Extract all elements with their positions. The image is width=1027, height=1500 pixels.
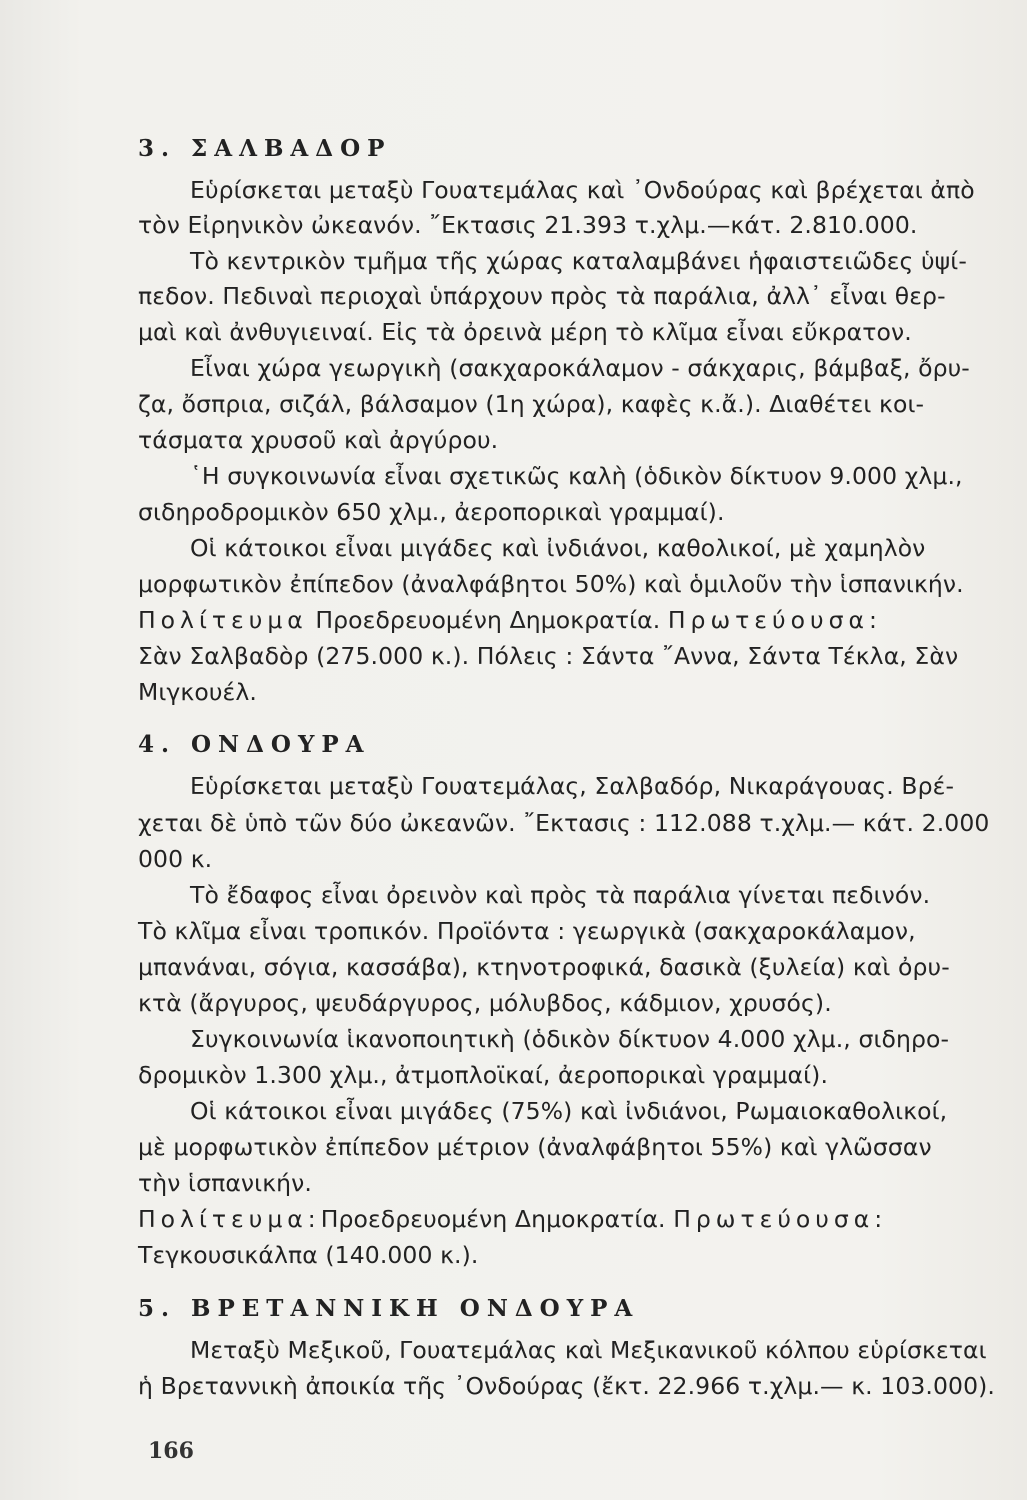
text-line: Μεταξὺ Μεξικοῦ, Γουατεμάλας καὶ Μεξικανικοῦ κόλπου εὑρίσκεται [190,1336,987,1364]
text-line: Μιγκουέλ. [138,678,257,706]
text-line: Συγκοινωνία ἱκανοποιητικὴ (ὁδικὸν δίκτυον 4.000 χλμ., σιδηρο- [190,1025,950,1053]
text-line: χεται δὲ ὑπὸ τῶν δύο ὠκεανῶν. ῎Εκτασις : 112.088 τ.χλμ.— κάτ. 2.000 [138,809,990,837]
text-line: ῾Η συγκοινωνία εἶναι σχετικῶς καλὴ (ὁδικὸν δίκτυον 9.000 χλμ., [190,462,963,490]
text-line: τὸν Εἰρηνικὸν ὠκεανόν. ῎Εκτασις 21.393 τ.χλμ.—κάτ. 2.810.000. [138,211,918,239]
capital-label: Πρωτεύουσα: [667,606,882,634]
polity-value: Προεδρευομένη Δημοκρατία. [315,606,661,634]
text-line: ζα, ὄσπρια, σιζάλ, βάλσαμον (1η χώρα), καφὲς κ.ἄ.). Διαθέτει κοι- [138,390,925,418]
text-line: ἡ Βρεταννικὴ ἀποικία τῆς ᾿Ονδούρας (ἔκτ. 22.966 τ.χλμ.— κ. 103.000). [138,1372,995,1400]
text-line: Εὑρίσκεται μεταξὺ Γουατεμάλας καὶ ᾿Ονδούρας καὶ βρέχεται ἀπὸ [190,176,975,204]
polity-line [138,605,882,635]
text-line: Οἱ κάτοικοι εἶναι μιγάδες καὶ ἰνδιάνοι, καθολικοί, μὲ χαμηλὸν [190,534,926,562]
text-line: 000 κ. [138,845,213,873]
text-line: Τεγκουσικάλπα (140.000 κ.). [138,1241,479,1269]
polity-label: Πολίτευμα [138,606,308,634]
text-line: μπανάναι, σόγια, κασσάβα), κτηνοτροφικά, δασικὰ (ξυλεία) καὶ ὀρυ- [138,953,950,981]
text-line: Τὸ κεντρικὸν τμῆμα τῆς χώρας καταλαμβάνει ἡφαιστειῶδες ὑψί- [190,247,967,275]
text-line: τάσματα χρυσοῦ καὶ ἀργύρου. [138,426,499,454]
text-line: σιδηροδρομικὸν 650 χλμ., ἀεροπορικαὶ γραμμαί). [138,498,725,526]
polity-value: Προεδρευομένη Δημοκρατία. [320,1205,666,1233]
section-heading-british-honduras: 5. ΒΡΕΤΑΝΝΙΚΗ ΟΝΔΟΥΡΑ [138,1295,640,1322]
text-line: Σὰν Σαλβαδὸρ (275.000 κ.). Πόλεις : Σάντα ῎Αννα, Σάντα Τέκλα, Σὰν [138,642,959,670]
polity-line [138,1204,887,1234]
page-number: 166 [148,1438,194,1464]
text-line: κτὰ (ἄργυρος, ψευδάργυρος, μόλυβδος, κάδμιον, χρυσός). [138,989,832,1017]
text-line: μορφωτικὸν ἐπίπεδον (ἀναλφάβητοι 50%) καὶ ὁμιλοῦν τὴν ἱσπανικήν. [138,570,964,598]
section-heading-salvador: 3. ΣΑΛΒΑΔΟΡ [138,135,392,162]
text-line: μαὶ καὶ ἀνθυγιειναί. Εἰς τὰ ὀρεινὰ μέρη τὸ κλῖμα εἶναι εὔκρατον. [138,318,912,346]
text-line: Εἶναι χώρα γεωργικὴ (σακχαροκάλαμον - σάκχαρις, βάμβαξ, ὄρυ- [190,354,970,382]
text-line: Οἱ κάτοικοι εἶναι μιγάδες (75%) καὶ ἰνδιάνοι, Ρωμαιοκαθολικοί, [190,1097,948,1125]
text-line: Τὸ κλῖμα εἶναι τροπικόν. Προϊόντα : γεωργικὰ (σακχαροκάλαμον, [138,917,916,945]
text-line: πεδον. Πεδιναὶ περιοχαὶ ὑπάρχουν πρὸς τὰ παράλια, ἀλλ᾿ εἶναι θερ- [138,282,946,310]
text-line: Τὸ ἔδαφος εἶναι ὀρεινὸν καὶ πρὸς τὰ παράλια γίνεται πεδινόν. [190,881,931,909]
text-line: τὴν ἱσπανικήν. [138,1169,312,1197]
text-line: Εὑρίσκεται μεταξὺ Γουατεμάλας, Σαλβαδόρ, Νικαράγουας. Βρέ- [190,772,955,800]
polity-label: Πολίτευμα: [138,1205,321,1233]
text-line: μὲ μορφωτικὸν ἐπίπεδον μέτριον (ἀναλφάβητοι 55%) καὶ γλῶσσαν [138,1133,932,1161]
text-line: δρομικὸν 1.300 χλμ., ἀτμοπλοϊκαί, ἀεροπορικαὶ γραμμαί). [138,1061,829,1089]
section-heading-honduras: 4. ΟΝΔΟΥΡΑ [138,731,371,758]
capital-label: Πρωτεύουσα: [673,1205,888,1233]
